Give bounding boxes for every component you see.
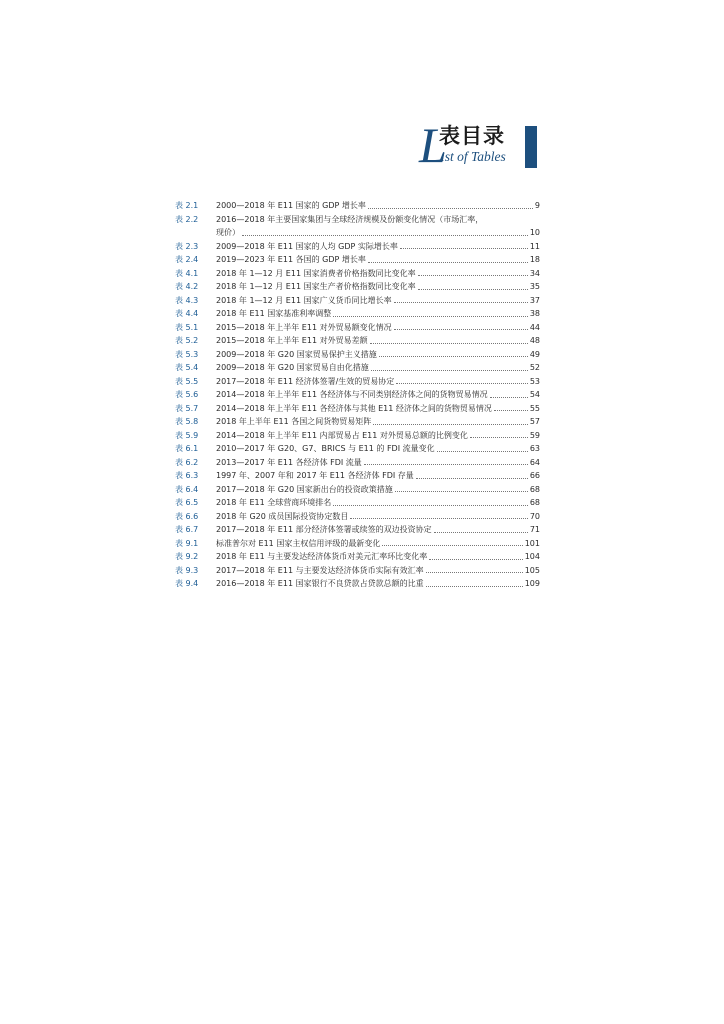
toc-entry[interactable] bbox=[175, 510, 540, 524]
toc-entry[interactable] bbox=[175, 537, 540, 551]
entry-page-number: 68 bbox=[529, 484, 540, 494]
dot-leader bbox=[394, 328, 528, 330]
table-of-contents bbox=[175, 199, 540, 591]
toc-entry[interactable] bbox=[175, 294, 540, 308]
dot-leader bbox=[333, 315, 528, 317]
toc-entry[interactable] bbox=[175, 334, 540, 348]
entry-number: 表 6.5 bbox=[175, 498, 199, 507]
toc-entry[interactable] bbox=[175, 307, 540, 321]
entry-title: 2016—2018 年主要国家集团与全球经济规模及份额变化情况（市场汇率， bbox=[216, 214, 484, 224]
dot-leader bbox=[400, 247, 528, 249]
dot-leader bbox=[418, 274, 528, 276]
entry-page-number: 18 bbox=[529, 255, 540, 264]
dot-leader bbox=[490, 396, 528, 398]
entry-number: 表 9.1 bbox=[175, 538, 199, 548]
entry-title: 2009—2018 年 G20 国家贸易保护主义措施 bbox=[216, 349, 377, 359]
entry-page-number: 55 bbox=[529, 403, 540, 413]
toc-entry[interactable] bbox=[175, 523, 540, 537]
entry-page-number: 34 bbox=[529, 268, 540, 278]
entry-number: 表 4.1 bbox=[175, 268, 199, 278]
entry-title: 2014—2018 年上半年 E11 内部贸易占 E11 对外贸易总额的比例变化 bbox=[216, 430, 468, 440]
entry-number: 表 5.5 bbox=[175, 376, 199, 386]
dot-leader bbox=[364, 463, 528, 465]
toc-entry[interactable] bbox=[175, 321, 540, 335]
entry-number: 表 4.3 bbox=[175, 295, 199, 305]
toc-entry[interactable] bbox=[175, 483, 540, 497]
dot-leader bbox=[396, 382, 528, 384]
entry-page-number: 66 bbox=[529, 471, 540, 480]
entry-number: 表 5.9 bbox=[175, 430, 199, 440]
entry-number: 表 6.1 bbox=[175, 444, 199, 453]
toc-entry[interactable] bbox=[175, 388, 540, 402]
entry-number: 表 9.2 bbox=[175, 552, 199, 561]
dot-leader bbox=[350, 517, 527, 519]
dot-leader bbox=[434, 531, 528, 533]
dot-leader bbox=[379, 355, 528, 357]
entry-number: 表 4.2 bbox=[175, 282, 199, 291]
dot-leader bbox=[333, 504, 528, 506]
entry-title: 2017—2018 年 E11 部分经济体签署或续签的双边投资协定 bbox=[216, 525, 432, 534]
entry-number: 表 5.4 bbox=[175, 363, 199, 372]
entry-title: 2019—2023 年 E11 各国的 GDP 增长率 bbox=[216, 255, 366, 264]
entry-title: 2018 年 E11 国家基准利率调整 bbox=[216, 309, 332, 318]
toc-entry[interactable] bbox=[175, 280, 540, 294]
entry-number: 表 5.7 bbox=[175, 403, 199, 413]
header-accent-bar bbox=[525, 126, 537, 168]
entry-title: 2018 年 1—12 月 E11 国家消费者价格指数同比变化率 bbox=[216, 268, 416, 278]
dot-leader bbox=[368, 207, 533, 209]
dot-leader bbox=[426, 585, 523, 587]
dot-leader bbox=[242, 234, 528, 236]
dot-leader bbox=[437, 450, 528, 452]
entry-title: 2017—2018 年 G20 国家新出台的投资政策措施 bbox=[216, 484, 393, 494]
entry-page-number: 101 bbox=[524, 538, 540, 548]
entry-number: 表 9.4 bbox=[175, 579, 199, 588]
entry-page-number: 68 bbox=[529, 498, 540, 507]
toc-entry[interactable] bbox=[175, 469, 540, 483]
entry-number: 表 5.8 bbox=[175, 417, 199, 426]
dot-leader bbox=[494, 409, 528, 411]
entry-page-number: 35 bbox=[529, 282, 540, 291]
entry-page-number: 9 bbox=[534, 201, 540, 210]
toc-entry[interactable] bbox=[175, 564, 540, 578]
toc-entry[interactable] bbox=[175, 348, 540, 362]
entry-title-continued: 现价） bbox=[216, 228, 240, 237]
page-title: 表目录 bbox=[439, 123, 505, 148]
entry-page-number: 54 bbox=[529, 390, 540, 399]
entry-title: 2017—2018 年 E11 经济体签署/生效的贸易协定 bbox=[216, 376, 395, 386]
entry-page-number: 57 bbox=[529, 417, 540, 426]
header-letter-l: L bbox=[419, 117, 447, 173]
toc-entry[interactable] bbox=[175, 429, 540, 443]
entry-title: 2013—2017 年 E11 各经济体 FDI 流量 bbox=[216, 457, 362, 467]
entry-page-number: 52 bbox=[529, 363, 540, 372]
entry-page-number: 11 bbox=[529, 241, 540, 251]
entry-number: 表 6.6 bbox=[175, 511, 199, 521]
entry-title: 2018 年 E11 全球营商环境排名 bbox=[216, 498, 332, 507]
toc-entry[interactable] bbox=[175, 456, 540, 470]
list-of-tables-header bbox=[419, 117, 544, 173]
toc-entry[interactable] bbox=[175, 442, 540, 456]
toc-entry[interactable] bbox=[175, 577, 540, 591]
entry-title: 2016—2018 年 E11 国家银行不良贷款占贷款总额的比重 bbox=[216, 579, 424, 588]
entry-number: 表 2.1 bbox=[175, 201, 199, 210]
entry-number: 表 6.4 bbox=[175, 484, 199, 494]
toc-entry[interactable] bbox=[175, 199, 540, 213]
entry-page-number: 38 bbox=[529, 309, 540, 318]
entry-page-number: 53 bbox=[529, 376, 540, 386]
entry-page-number: 70 bbox=[529, 511, 540, 521]
toc-entry[interactable] bbox=[175, 496, 540, 510]
dot-leader bbox=[370, 342, 528, 344]
entry-title: 2018 年 E11 与主要发达经济体货币对美元汇率环比变化率 bbox=[216, 552, 428, 561]
entry-title: 2017—2018 年 E11 与主要发达经济体货币实际有效汇率 bbox=[216, 565, 424, 575]
entry-title: 2010—2017 年 G20、G7、BRICS 与 E11 的 FDI 流量变化 bbox=[216, 444, 435, 453]
entry-title: 2018 年 G20 成员国际投资协定数目 bbox=[216, 511, 349, 521]
dot-leader bbox=[426, 571, 523, 573]
entry-page-number: 109 bbox=[524, 579, 540, 588]
entry-page-number: 49 bbox=[529, 349, 540, 359]
entry-title: 2009—2018 年 E11 国家的人均 GDP 实际增长率 bbox=[216, 241, 398, 251]
entry-page-number: 44 bbox=[529, 322, 540, 332]
toc-entry[interactable] bbox=[175, 213, 540, 240]
dot-leader bbox=[371, 369, 528, 371]
toc-entry[interactable] bbox=[175, 402, 540, 416]
dot-leader bbox=[394, 301, 528, 303]
entry-title: 2018 年 1—12 月 E11 国家广义货币同比增长率 bbox=[216, 295, 392, 305]
entry-number: 表 6.2 bbox=[175, 457, 199, 467]
dot-leader bbox=[382, 544, 522, 546]
entry-title: 2015—2018 年上半年 E11 对外贸易差额 bbox=[216, 336, 368, 345]
entry-number: 表 6.7 bbox=[175, 525, 199, 534]
toc-entry[interactable] bbox=[175, 550, 540, 564]
entry-page-number: 64 bbox=[529, 457, 540, 467]
entry-number: 表 5.1 bbox=[175, 322, 199, 332]
entry-number: 表 2.3 bbox=[175, 241, 199, 251]
dot-leader bbox=[368, 261, 528, 263]
entry-title: 2018 年上半年 E11 各国之间货物贸易矩阵 bbox=[216, 417, 372, 426]
entry-page-number: 37 bbox=[529, 295, 540, 305]
entry-title: 2009—2018 年 G20 国家贸易自由化措施 bbox=[216, 363, 369, 372]
toc-entry[interactable] bbox=[175, 240, 540, 254]
entry-number: 表 2.2 bbox=[175, 214, 199, 224]
entry-number: 表 2.4 bbox=[175, 255, 199, 264]
entry-number: 表 9.3 bbox=[175, 565, 199, 575]
page-subtitle: ist of Tables bbox=[441, 149, 506, 164]
dot-leader bbox=[416, 477, 528, 479]
toc-entry[interactable] bbox=[175, 267, 540, 281]
entry-title: 2018 年 1—12 月 E11 国家生产者价格指数同比变化率 bbox=[216, 282, 416, 291]
entry-title: 2014—2018 年上半年 E11 各经济体与其他 E11 经济体之间的货物贸易情况 bbox=[216, 403, 492, 413]
dot-leader bbox=[395, 490, 528, 492]
entry-page-number: 104 bbox=[524, 552, 540, 561]
entry-page-number: 63 bbox=[529, 444, 540, 453]
entry-page-number: 71 bbox=[529, 525, 540, 534]
entry-page-number: 10 bbox=[529, 228, 540, 237]
entry-title: 标准普尔对 E11 国家主权信用评级的最新变化 bbox=[216, 538, 381, 548]
entry-number: 表 4.4 bbox=[175, 309, 199, 318]
entry-page-number: 59 bbox=[529, 430, 540, 440]
entry-title: 2000—2018 年 E11 国家的 GDP 增长率 bbox=[216, 201, 366, 210]
dot-leader bbox=[418, 288, 528, 290]
dot-leader bbox=[429, 558, 522, 560]
entry-number: 表 6.3 bbox=[175, 471, 199, 480]
toc-entry[interactable] bbox=[175, 415, 540, 429]
entry-number: 表 5.6 bbox=[175, 390, 199, 399]
toc-entry[interactable] bbox=[175, 361, 540, 375]
entry-title: 1997 年、2007 年和 2017 年 E11 各经济体 FDI 存量 bbox=[216, 471, 414, 480]
entry-number: 表 5.3 bbox=[175, 349, 199, 359]
entry-title: 2015—2018 年上半年 E11 对外贸易额变化情况 bbox=[216, 322, 392, 332]
entry-page-number: 105 bbox=[524, 565, 540, 575]
entry-title: 2014—2018 年上半年 E11 各经济体与不同类别经济体之间的货物贸易情况 bbox=[216, 390, 488, 399]
toc-entry[interactable] bbox=[175, 375, 540, 389]
entry-page-number: 48 bbox=[529, 336, 540, 345]
dot-leader bbox=[373, 423, 528, 425]
entry-number: 表 5.2 bbox=[175, 336, 199, 345]
toc-entry[interactable] bbox=[175, 253, 540, 267]
dot-leader bbox=[470, 436, 528, 438]
